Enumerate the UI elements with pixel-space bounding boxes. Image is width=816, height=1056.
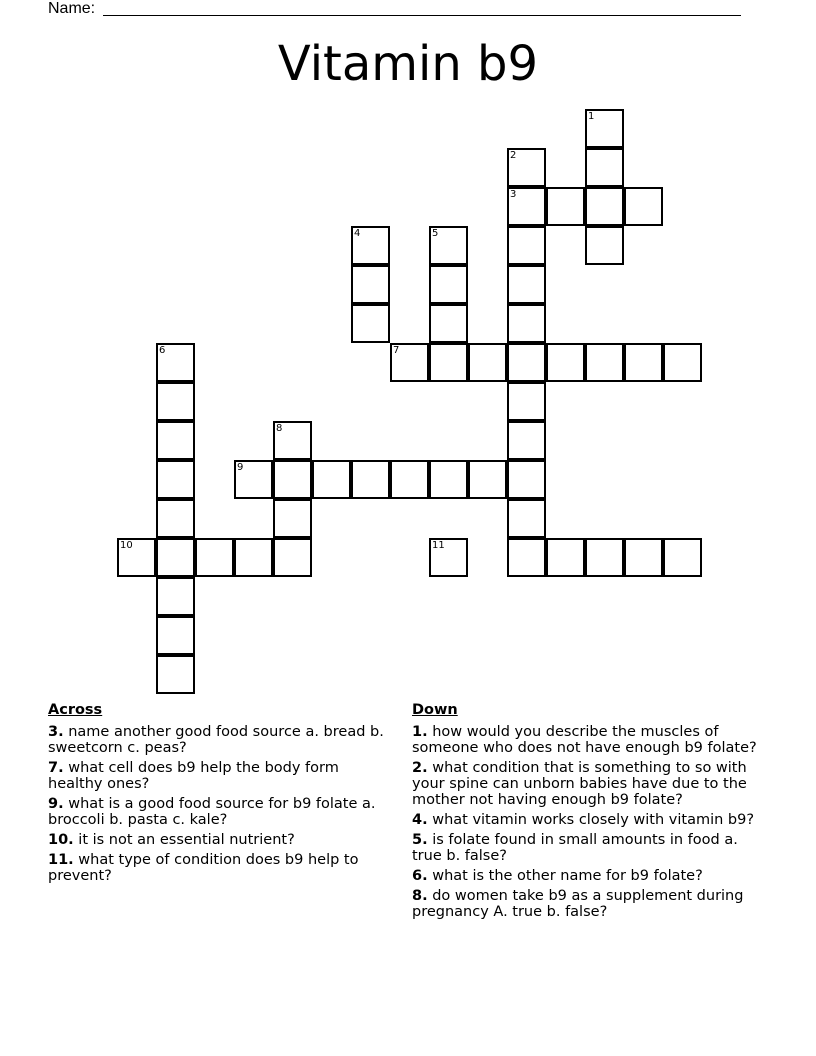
grid-cell[interactable] bbox=[156, 382, 195, 421]
grid-cell[interactable] bbox=[507, 343, 546, 382]
grid-cell[interactable] bbox=[351, 304, 390, 343]
clue-number: 2 bbox=[510, 150, 517, 161]
clue-text: what is a good food source for b9 folate a. broccoli b. pasta c. kale? bbox=[48, 796, 376, 828]
grid-cell[interactable] bbox=[624, 538, 663, 577]
grid-cell[interactable] bbox=[156, 616, 195, 655]
grid-cell[interactable] bbox=[351, 226, 390, 265]
grid-cell[interactable] bbox=[156, 460, 195, 499]
grid-cell[interactable] bbox=[507, 460, 546, 499]
clue-number: 9 bbox=[237, 462, 244, 473]
grid-cell[interactable] bbox=[507, 187, 546, 226]
across-clue bbox=[48, 852, 390, 884]
grid-cell[interactable] bbox=[234, 460, 273, 499]
down-clue bbox=[412, 724, 772, 756]
clue-number: 7 bbox=[393, 345, 400, 356]
clue-number: 4. bbox=[412, 812, 428, 828]
clue-text: what is the other name for b9 folate? bbox=[427, 868, 703, 884]
clue-number: 3. bbox=[48, 724, 64, 740]
grid-cell[interactable] bbox=[117, 538, 156, 577]
grid-cell[interactable] bbox=[468, 460, 507, 499]
grid-cell[interactable] bbox=[507, 265, 546, 304]
clue-number: 5 bbox=[432, 228, 439, 239]
clue-text: how would you describe the muscles of someone who does not have enough b9 folate? bbox=[412, 724, 757, 756]
grid-cell[interactable] bbox=[585, 148, 624, 187]
grid-cell[interactable] bbox=[390, 343, 429, 382]
down-clue bbox=[412, 760, 772, 808]
grid-cell[interactable] bbox=[624, 343, 663, 382]
grid-cell[interactable] bbox=[546, 343, 585, 382]
down-clue bbox=[412, 888, 772, 920]
grid-cell[interactable] bbox=[156, 421, 195, 460]
grid-cell[interactable] bbox=[507, 304, 546, 343]
grid-cell[interactable] bbox=[585, 538, 624, 577]
grid-cell[interactable] bbox=[429, 226, 468, 265]
grid-cell[interactable] bbox=[624, 187, 663, 226]
grid-cell[interactable] bbox=[429, 265, 468, 304]
down-heading: Down bbox=[412, 702, 458, 718]
clue-text: name another good food source a. bread b. sweetcorn c. peas? bbox=[48, 724, 384, 756]
grid-cell[interactable] bbox=[351, 265, 390, 304]
grid-cell[interactable] bbox=[351, 460, 390, 499]
clue-text: what vitamin works closely with vitamin b9? bbox=[427, 812, 755, 828]
grid-cell[interactable] bbox=[585, 343, 624, 382]
grid-cell[interactable] bbox=[585, 226, 624, 265]
clue-number: 3 bbox=[510, 189, 517, 200]
clue-text: what type of condition does b9 help to prevent? bbox=[48, 852, 359, 884]
grid-cell[interactable] bbox=[507, 421, 546, 460]
grid-cell[interactable] bbox=[546, 187, 585, 226]
down-clue bbox=[412, 868, 772, 884]
clue-number: 8. bbox=[412, 888, 428, 904]
grid-cell[interactable] bbox=[195, 538, 234, 577]
clue-text: do women take b9 as a supplement during pregnancy A. true b. false? bbox=[412, 888, 744, 920]
clue-number: 9. bbox=[48, 796, 64, 812]
grid-cell[interactable] bbox=[507, 499, 546, 538]
grid-cell[interactable] bbox=[429, 304, 468, 343]
grid-cell[interactable] bbox=[156, 499, 195, 538]
clue-number: 6 bbox=[159, 345, 166, 356]
grid-cell[interactable] bbox=[429, 538, 468, 577]
across-clue bbox=[48, 832, 390, 848]
grid-cell[interactable] bbox=[585, 187, 624, 226]
grid-cell[interactable] bbox=[585, 109, 624, 148]
grid-cell[interactable] bbox=[390, 460, 429, 499]
grid-cell[interactable] bbox=[273, 538, 312, 577]
grid-cell[interactable] bbox=[273, 460, 312, 499]
grid-cell[interactable] bbox=[156, 655, 195, 694]
grid-cell[interactable] bbox=[156, 343, 195, 382]
grid-cell[interactable] bbox=[429, 460, 468, 499]
clue-number: 11 bbox=[432, 540, 445, 551]
clue-number: 5. bbox=[412, 832, 428, 848]
grid-cell[interactable] bbox=[156, 577, 195, 616]
clue-number: 10 bbox=[120, 540, 133, 551]
clue-number: 10. bbox=[48, 832, 74, 848]
across-clues bbox=[48, 702, 390, 888]
grid-cell[interactable] bbox=[507, 148, 546, 187]
grid-cell[interactable] bbox=[507, 538, 546, 577]
clue-number: 8 bbox=[276, 423, 283, 434]
clue-number: 2. bbox=[412, 760, 428, 776]
grid-cell[interactable] bbox=[429, 343, 468, 382]
across-clue bbox=[48, 796, 390, 828]
grid-cell[interactable] bbox=[273, 421, 312, 460]
grid-cell[interactable] bbox=[663, 538, 702, 577]
clue-text: what condition that is something to so with your spine can unborn babies have due to the mother not having enough b9 folate? bbox=[412, 760, 747, 808]
clue-number: 11. bbox=[48, 852, 74, 868]
down-clues bbox=[412, 702, 772, 924]
page-title: Vitamin b9 bbox=[277, 36, 539, 92]
grid-cell[interactable] bbox=[156, 538, 195, 577]
clue-text: what cell does b9 help the body form healthy ones? bbox=[48, 760, 339, 792]
grid-cell[interactable] bbox=[273, 499, 312, 538]
clue-number: 1 bbox=[588, 111, 595, 122]
clue-text: it is not an essential nutrient? bbox=[73, 832, 295, 848]
across-heading: Across bbox=[48, 702, 103, 718]
down-clue bbox=[412, 812, 772, 828]
grid-cell[interactable] bbox=[312, 460, 351, 499]
across-clue bbox=[48, 760, 390, 792]
across-clue bbox=[48, 724, 390, 756]
across-clue-list bbox=[48, 724, 390, 884]
name-label: Name: bbox=[48, 0, 96, 17]
clue-number: 4 bbox=[354, 228, 361, 239]
grid-cell[interactable] bbox=[546, 538, 585, 577]
grid-cell[interactable] bbox=[468, 343, 507, 382]
clue-number: 7. bbox=[48, 760, 64, 776]
down-clue-list bbox=[412, 724, 772, 920]
clue-number: 6. bbox=[412, 868, 428, 884]
grid-cell[interactable] bbox=[234, 538, 273, 577]
grid-cell[interactable] bbox=[663, 343, 702, 382]
down-clue bbox=[412, 832, 772, 864]
grid-cell[interactable] bbox=[507, 226, 546, 265]
clue-text: is folate found in small amounts in food a. true b. false? bbox=[412, 832, 738, 864]
grid-cell[interactable] bbox=[507, 382, 546, 421]
clue-number: 1. bbox=[412, 724, 428, 740]
